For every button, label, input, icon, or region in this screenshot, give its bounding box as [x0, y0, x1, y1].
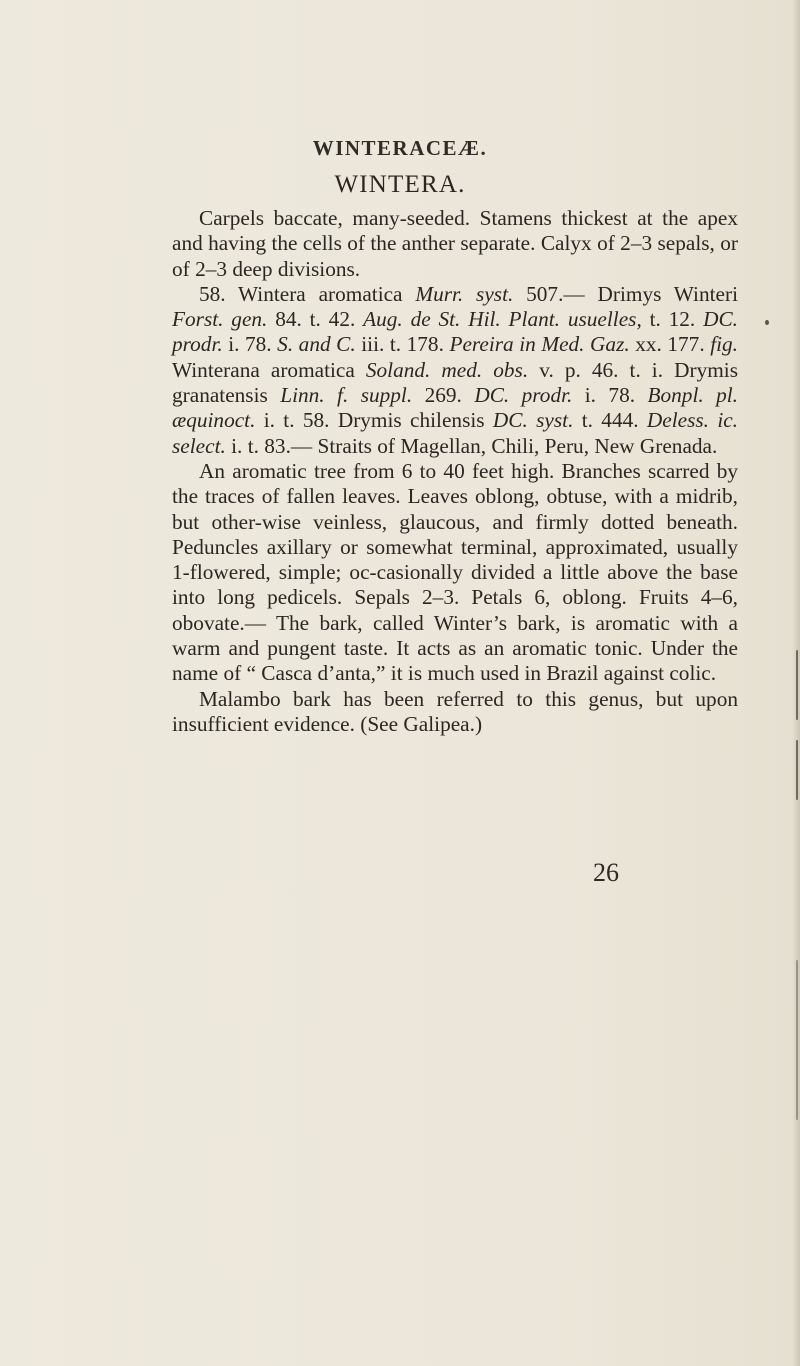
paper-speck: [765, 320, 769, 325]
citation-italic: Aug. de St. Hil. Plant. usuelles,: [363, 307, 642, 332]
text-run: 507.— Drimys Winteri: [513, 281, 738, 306]
text-run: 84. t. 42.: [267, 307, 364, 332]
text-run: Malambo bark has been referred to this genus, but upon insufficient evidence. (See Galipea.): [172, 686, 738, 736]
page-edge-mark: [796, 960, 798, 1120]
citation-italic: fig.: [710, 332, 738, 357]
citation-italic: DC. prodr.: [474, 383, 573, 408]
text-run: i. t. 83.— Straits of Magellan, Chili, Peru, New Grenada.: [225, 433, 718, 458]
citation-italic: Murr. syst.: [415, 281, 514, 306]
page-edge-mark: [796, 740, 798, 800]
text-run: xx. 177.: [629, 332, 711, 357]
text-run: Winterana aromatica: [172, 357, 366, 382]
running-head: WINTERACEÆ.: [312, 136, 488, 160]
text-run: 269.: [412, 383, 475, 408]
citation-italic: DC. prodr.: [172, 307, 738, 357]
citation-italic: Deless. ic. select.: [172, 408, 739, 458]
citation-italic: S. and C.: [277, 332, 356, 357]
paragraph-synonymy: [172, 282, 738, 459]
text-run: i. t. 58. Drymis chilensis: [255, 408, 493, 433]
text-run: iii. t. 178.: [355, 332, 450, 357]
genus-heading: WINTERA.: [334, 171, 466, 198]
text-run: v. p. 46. t. i. Drymis granatensis: [172, 357, 738, 408]
text-run: 58. Wintera aromatica: [199, 281, 416, 306]
text-run: i. 78.: [572, 383, 648, 408]
citation-italic: Soland. med. obs.: [365, 357, 529, 382]
paragraph-tree: [172, 459, 738, 687]
text-run: i. 78.: [222, 332, 278, 357]
text-run: Carpels baccate, many-seeded. Stamens thickest at the apex and having the cells of the anther separate. Calyx of 2–3 sepals, or of 2–3 deep divisions.: [172, 206, 738, 281]
paragraph-description: [172, 206, 738, 282]
body-text: [172, 206, 738, 737]
text-run: An aromatic tree from 6 to 40 feet high. Branches scarred by the traces of fallen leaves. Leaves oblong, obtuse, with a midrib, but other-wise veinless, glaucous, and firmly dotted beneath. Peduncles axillary or somewhat terminal, approximated, usually 1-flowered, simple; oc-casionally divided a little above the base into long pedicels. Sepals 2–3. Petals 6, oblong. Fruits 4–6, obovate.— The bark, called Winter’s bark, is aromatic with a warm and pungent taste. It acts as an aromatic tonic. Under the name of “ Casca d’anta,” it is much used in Brazil against colic.: [172, 458, 738, 686]
citation-italic: DC. syst.: [492, 408, 574, 433]
citation-italic: Bonpl. pl. æquinoct.: [172, 383, 738, 433]
text-run: t. 12.: [641, 307, 704, 332]
citation-italic: Linn. f. suppl.: [280, 383, 413, 408]
citation-italic: Pereira in Med. Gaz.: [449, 332, 630, 357]
page-edge-mark: [796, 650, 798, 720]
citation-italic: Forst. gen.: [172, 307, 268, 332]
paragraph-malambo: [172, 687, 738, 738]
text-run: t. 444.: [573, 408, 647, 433]
page-number: 26: [593, 858, 619, 887]
